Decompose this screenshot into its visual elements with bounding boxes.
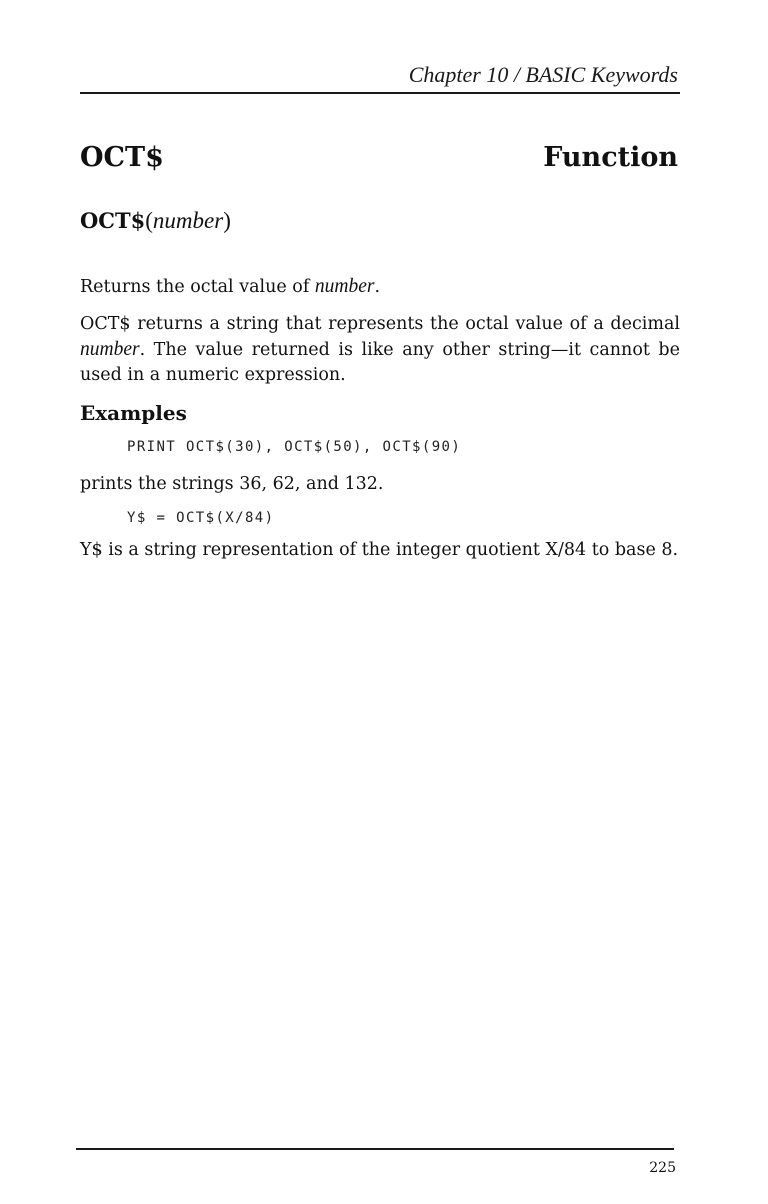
syntax-keyword: OCT$ [80,208,146,233]
syntax-open-paren: ( [145,208,153,233]
example-1-explanation: prints the strings 36, 62, and 132. [80,474,384,494]
footer-rule [76,1148,674,1150]
description-paragraph [80,312,680,388]
syntax-close-paren: ) [223,208,231,233]
code-example-1: PRINT OCT$(30), OCT$(50), OCT$(90) [127,439,462,455]
example-2-explanation: Y$ is a string representation of the integer quotient X/84 to base 8. [80,540,679,560]
page-number: 225 [649,1160,676,1176]
summary-text: Returns the octal value of [80,277,315,297]
summary-period: . [374,277,381,297]
description-argument: number [80,339,140,360]
keyword-title: OCT$ [80,142,164,173]
description-text-1: OCT$ returns a string that represents the octal value of a decimal [80,314,680,334]
keyword-type-label: Function [543,142,678,173]
summary-argument: number [314,276,375,297]
description-text-2: . The value returned is like any other string—it cannot be used in a numeric expression. [80,340,680,385]
examples-heading: Examples [80,401,187,425]
running-head: Chapter 10 / BASIC Keywords [408,62,678,87]
syntax-line [80,208,231,234]
syntax-argument: number [152,208,224,233]
header-rule [80,92,680,94]
code-example-2: Y$ = OCT$(X/84) [127,510,275,526]
summary-paragraph [80,274,680,300]
